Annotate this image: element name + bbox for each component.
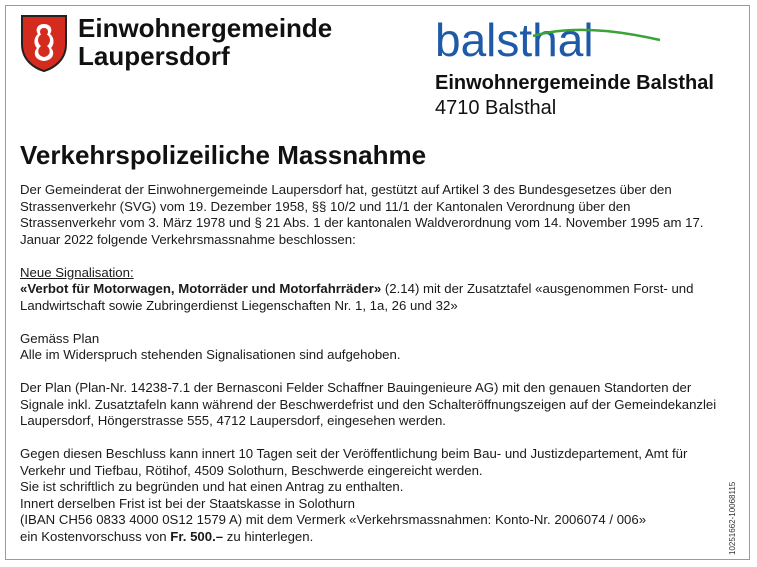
- balsthal-wordmark-text: balsthal: [435, 16, 594, 66]
- appeal-line5-post: zu hinterlegen.: [223, 528, 314, 544]
- plan-paragraph: [20, 331, 730, 364]
- appeal-line2: Sie ist schriftlich zu begründen und hat einen Antrag zu enthalten.: [20, 479, 404, 494]
- appeal-line4: (IBAN CH56 0833 4000 0S12 1579 A) mit dem Vermerk «Verkehrsmassnahmen: Konto-Nr. 2006074 / 006»: [20, 512, 647, 527]
- advance-amount: Fr. 500.–: [170, 528, 224, 544]
- ad-reference-code: 10251662-10068115: [728, 481, 737, 555]
- appeal-line1: Gegen diesen Beschluss kann innert 10 Tagen seit der Veröffentlichung beim Bau- und Justizdepartement, Amt für Verkehr und Tiefbau, Rötihof, 4509 Solothurn, Beschwerde eingereicht werden.: [20, 446, 688, 478]
- page-title: Verkehrspolizeiliche Massnahme: [20, 140, 427, 170]
- appeal-line3: Innert derselben Frist ist bei der Staatskasse in Solothurn: [20, 495, 355, 511]
- laupersdorf-logo: [20, 14, 332, 72]
- balsthal-wordmark-graphic: [435, 16, 725, 66]
- appeal-line5-pre: ein Kostenvorschuss von: [20, 528, 171, 544]
- signalisation-heading: Neue Signalisation:: [20, 264, 134, 280]
- laupersdorf-name-line2: Laupersdorf: [78, 41, 230, 71]
- signalisation-sign: «Verbot für Motorwagen, Motorräder und Motorfahrräder»: [20, 281, 382, 296]
- balsthal-logo: [435, 16, 725, 120]
- balsthal-name: Einwohnergemeinde Balsthal: [435, 72, 714, 94]
- laupersdorf-crest-icon: [20, 14, 68, 72]
- appeal-paragraph: [20, 446, 730, 545]
- laupersdorf-name-line1: Einwohnergemeinde: [78, 13, 333, 43]
- plan-line1: Gemäss Plan: [20, 330, 100, 346]
- plan-line2: Alle im Widerspruch stehenden Signalisationen sind aufgehoben.: [20, 347, 401, 362]
- signalisation-paragraph: [20, 265, 730, 315]
- notice-body: [20, 182, 730, 562]
- plan-details-paragraph: Der Plan (Plan-Nr. 14238-7.1 der Bernasconi Felder Schaffner Bauingenieure AG) mit den genauen Standorten der Signale inkl. Zusatztafeln kann während der Beschwerdefrist und den Schalteröffnungszeigen auf der Gemeindekanzlei Laupersdorf, Höngerstrasse 555, 4712 Laupersdorf, eingesehen werden.: [20, 380, 717, 428]
- signalisation-details: (2.14) mit der Zusatztafel «ausgenommen Forst- und Landwirtschaft sowie Zubringerdienst Liegenschaften Nr. 1, 1a, 26 und 32»: [20, 281, 694, 313]
- balsthal-wordmark: [435, 16, 725, 66]
- balsthal-city: 4710 Balsthal: [435, 97, 557, 119]
- intro-paragraph: Der Gemeinderat der Einwohnergemeinde Laupersdorf hat, gestützt auf Artikel 3 des Bundesgesetzes über den Strassenverkehr (SVG) vom 19. Dezember 1958, §§ 10/2 und 11/1 der Kantonalen Verordnung über den Strassenverkehr vom 3. März 1978 und § 21 Abs. 1 der kantonalen Waldverordnung vom 14. November 1995 am 17. Januar 2022 folgende Verkehrsmassnahme beschlossen:: [20, 182, 704, 247]
